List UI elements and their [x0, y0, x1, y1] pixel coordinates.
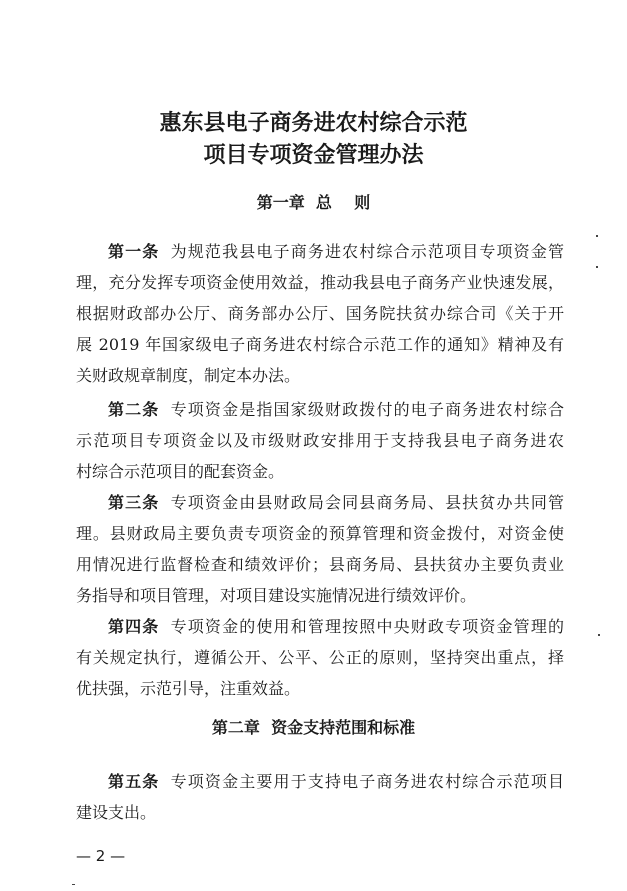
article-1-line-2: 理，充分发挥专项资金使用效益，推动我县电子商务产业快速发展，	[76, 273, 564, 292]
article-2-heading: 第二条	[108, 400, 160, 419]
article-2-line-1	[108, 399, 564, 421]
article-4-line-3: 优扶强，示范引导，注重效益。	[76, 679, 301, 698]
scan-speck	[596, 266, 598, 268]
chapter-1-heading: 第一章 总 则	[256, 193, 371, 212]
article-3-line-1	[108, 492, 564, 514]
article-4-heading: 第四条	[108, 617, 160, 636]
scan-speck	[596, 235, 598, 237]
article-4-line-2: 有关规定执行，遵循公开、公平、公正的原则，坚持突出重点，择	[76, 648, 564, 667]
article-5-heading: 第五条	[108, 772, 160, 791]
article-5-text: 专项资金主要用于支持电子商务进农村综合示范项目	[169, 772, 564, 791]
scan-speck	[598, 634, 600, 636]
article-3-text: 专项资金由县财政局会同县商务局、县扶贫办共同管	[169, 493, 564, 512]
article-4-line-1	[108, 616, 564, 638]
document-title-line-1: 惠东县电子商务进农村综合示范	[159, 110, 468, 136]
article-1-line-5: 关财政规章制度，制定本办法。	[76, 366, 301, 385]
chapter-2-heading: 第二章 资金支持范围和标准	[211, 718, 416, 737]
article-2-text: 专项资金是指国家级财政拨付的电子商务进农村综合	[169, 400, 564, 419]
page-number: — 2 —	[76, 847, 126, 865]
article-5-line-2: 建设支出。	[76, 803, 157, 822]
scan-speck	[72, 884, 75, 885]
article-3-heading: 第三条	[108, 493, 160, 512]
article-1-text: 为规范我县电子商务进农村综合示范项目专项资金管	[169, 242, 564, 261]
article-2-line-3: 村综合示范项目的配套资金。	[76, 462, 285, 481]
article-1-line-1	[108, 241, 564, 263]
article-3-line-2: 理。县财政局主要负责专项资金的预算管理和资金拨付，对资金使	[76, 524, 564, 543]
article-5-line-1	[108, 771, 564, 793]
article-1-heading: 第一条	[108, 242, 160, 261]
article-2-line-2: 示范项目专项资金以及市级财政安排用于支持我县电子商务进农	[76, 431, 564, 450]
article-3-line-3: 用情况进行监督检查和绩效评价；县商务局、县扶贫办主要负责业	[76, 555, 564, 574]
article-3-line-4: 务指导和项目管理，对项目建设实施情况进行绩效评价。	[76, 586, 477, 605]
article-4-text: 专项资金的使用和管理按照中央财政专项资金管理的	[169, 617, 564, 636]
article-1-line-4: 展 2019 年国家级电子商务进农村综合示范工作的通知》精神及有	[76, 335, 564, 354]
document-title-line-2: 项目专项资金管理办法	[203, 142, 424, 168]
article-1-line-3: 根据财政部办公厅、商务部办公厅、国务院扶贫办综合司《关于开	[76, 304, 564, 323]
